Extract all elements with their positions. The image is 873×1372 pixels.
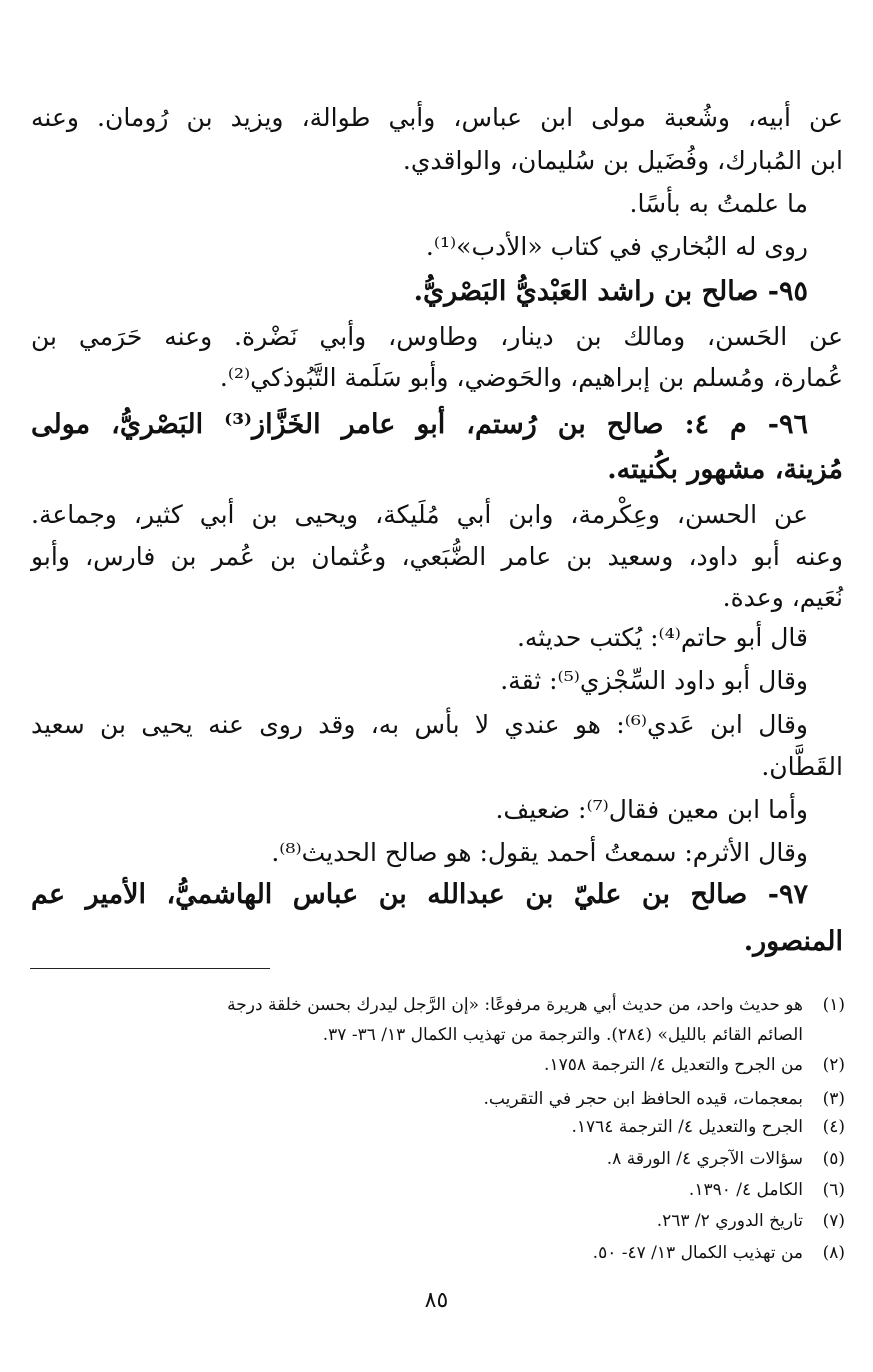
- entry-heading-96-cont: مُزينة، مشهور بكُنيته.: [607, 454, 843, 485]
- entry-heading-97-cont: المنصور.: [743, 926, 843, 957]
- footnote-text: تاريخ الدوري ٢/ ٢٦٣.: [656, 1211, 803, 1231]
- text-line: قال أبو حاتم⁽⁴⁾: يُكتب حديثه.: [516, 623, 808, 652]
- text-line: روى له البُخاري في كتاب «الأدب»⁽¹⁾.: [425, 232, 808, 261]
- footnote-text: الكامل ٤/ ١٣٩٠.: [688, 1180, 803, 1200]
- footnote-number: (٨): [822, 1243, 845, 1263]
- footnote-divider: [30, 968, 270, 969]
- footnote-number: (٣): [822, 1089, 845, 1109]
- text-line: وقال الأثرم: سمعتُ أحمد يقول: هو صالح الحديث⁽⁸⁾.: [271, 838, 808, 867]
- footnote: [31, 1114, 845, 1140]
- text-line: وعنه أبو داود، وسعيد بن عامر الضُّبَعي، وعُثمان بن عُمر بن فارس، وأبو: [31, 542, 843, 571]
- footnote-text: من الجرح والتعديل ٤/ الترجمة ١٧٥٨.: [544, 1055, 803, 1075]
- footnote-number: (٧): [822, 1211, 845, 1231]
- text-line: نُعَيم، وعدة.: [722, 583, 843, 612]
- text-line: عن الحَسن، ومالك بن دينار، وطاوس، وأبي نَضْرة. وعنه حَرَمي بن: [31, 322, 843, 351]
- page-number: ٨٥: [424, 1288, 449, 1313]
- text-line: القَطَّان.: [761, 752, 843, 781]
- text-line: عن الحسن، وعِكْرمة، وابن أبي مُلَيكة، ويحيى بن أبي كثير، وجماعة.: [31, 500, 808, 529]
- entry-heading-96: ٩٦- م ٤: صالح بن رُستم، أبو عامر الخَزَّاز⁽³⁾ البَصْريُّ، مولى: [31, 409, 808, 440]
- footnote-text: بمعجمات، قيده الحافظ ابن حجر في التقريب.: [483, 1089, 803, 1109]
- footnote: [31, 1146, 845, 1172]
- text-line: عُمارة، ومُسلم بن إبراهيم، والحَوضي، وأبو سَلَمة التَّبُوذكي⁽²⁾.: [219, 363, 843, 392]
- footnote: [31, 1208, 845, 1234]
- footnote-number: (١): [822, 995, 845, 1015]
- footnote-number: (٦): [822, 1180, 845, 1200]
- text-line: وقال ابن عَدي⁽⁶⁾: هو عندي لا بأس به، وقد روى عنه يحيى بن سعيد: [31, 710, 808, 739]
- footnote: [31, 1177, 845, 1203]
- footnote: [31, 1240, 845, 1266]
- footnote-number: (٥): [822, 1149, 845, 1169]
- footnote-number: (٢): [822, 1055, 845, 1075]
- text-line: عن أبيه، وشُعبة مولى ابن عباس، وأبي طوالة، ويزيد بن رُومان. وعنه: [31, 103, 843, 132]
- footnote-text: هو حديث واحد، من حديث أبي هريرة مرفوعًا: «إن الرَّجل ليدرك بحسن خلقة درجة: [227, 995, 803, 1015]
- entry-heading-95: ٩٥- صالح بن راشد العَبْديُّ البَصْريُّ.: [413, 276, 808, 307]
- text-line: وقال أبو داود السِّجْزي⁽⁵⁾: ثقة.: [500, 666, 808, 695]
- footnote: [31, 1052, 845, 1078]
- footnote: [31, 1022, 845, 1048]
- footnote-text: الصائم القائم بالليل» (٢٨٤). والترجمة من تهذيب الكمال ١٣/ ٣٦- ٣٧.: [322, 1025, 803, 1045]
- entry-heading-97: ٩٧- صالح بن عليّ بن عبدالله بن عباس الهاشميُّ، الأمير عم: [31, 879, 808, 910]
- footnote: [31, 992, 845, 1018]
- text-line: ما علمتُ به بأسًا.: [629, 189, 808, 218]
- footnote-number: (٤): [822, 1117, 845, 1137]
- text-line: ابن المُبارك، وفُضَيل بن سُليمان، والواقدي.: [402, 146, 843, 175]
- footnote: [31, 1086, 845, 1112]
- footnote-text: الجرح والتعديل ٤/ الترجمة ١٧٦٤.: [571, 1117, 803, 1137]
- footnote-text: سؤالات الآجري ٤/ الورقة ٨.: [606, 1149, 803, 1169]
- footnote-text: من تهذيب الكمال ١٣/ ٤٧- ٥٠.: [592, 1243, 803, 1263]
- text-line: وأما ابن معين فقال⁽⁷⁾: ضعيف.: [495, 795, 808, 824]
